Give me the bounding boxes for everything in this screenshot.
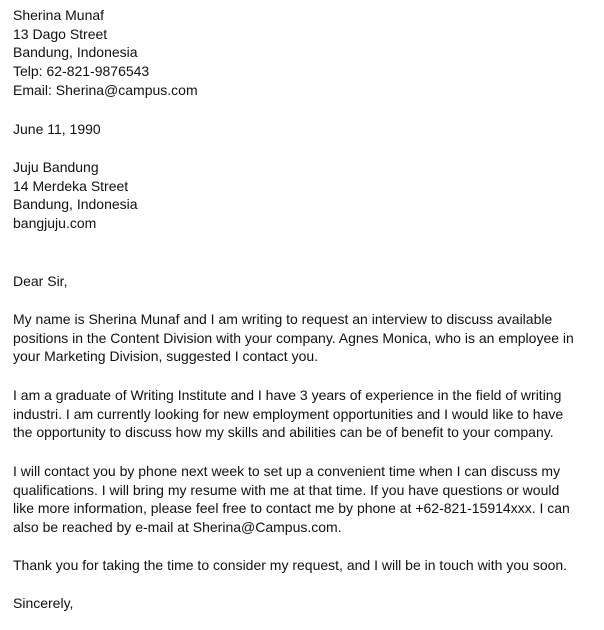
body-paragraph-1 <box>13 310 598 366</box>
letter-date-block <box>13 120 598 139</box>
paragraph-line: Thank you for taking the time to consider my request, and I will be in touch with you soon. <box>13 557 568 573</box>
sender-email: Email: Sherina@campus.com <box>13 81 198 98</box>
letter-date: June 11, 1990 <box>13 121 101 137</box>
closing-block <box>13 594 598 613</box>
sender-city: Bandung, Indonesia <box>13 44 138 61</box>
closing: Sincerely, <box>13 595 74 611</box>
body-paragraph-3 <box>13 462 598 537</box>
sender-street: 13 Dago Street <box>13 25 108 42</box>
paragraph-line: qualifications. I will bring my resume with me at that time. If you have questions or would <box>13 481 560 498</box>
sender-name: Sherina Munaf <box>13 7 105 23</box>
recipient-street: 14 Merdeka Street <box>13 177 129 194</box>
sender-phone: Telp: 62-821-9876543 <box>13 63 150 80</box>
salutation: Dear Sir, <box>13 273 68 289</box>
paragraph-line: your Marketing Division, suggested I contact you. <box>13 348 319 365</box>
salutation-block <box>13 272 598 291</box>
sender-address-block <box>13 6 598 100</box>
paragraph-line: the opportunity to discuss how my skills and abilities can be of benefit to your company. <box>13 424 554 441</box>
paragraph-line: also be reached by e-mail at Sherina@Campus.com. <box>13 519 342 536</box>
body-paragraph-2 <box>13 386 598 442</box>
paragraph-line: positions in the Content Division with your company. Agnes Monica, who is an employee in <box>13 329 574 346</box>
recipient-name: Juju Bandung <box>13 159 99 175</box>
recipient-city: Bandung, Indonesia <box>13 196 138 213</box>
paragraph-line: I will contact you by phone next week to set up a convenient time when I can discuss my <box>13 463 561 479</box>
paragraph-line: My name is Sherina Munaf and I am writing to request an interview to discuss available <box>13 311 553 327</box>
paragraph-line: I am a graduate of Writing Institute and I have 3 years of experience in the field of writing <box>13 387 562 403</box>
recipient-address-block <box>13 158 598 233</box>
paragraph-line: like more information, please feel free to contact me by phone at +62-821-15914xxx. I can <box>13 500 570 517</box>
paragraph-line: industri. I am currently looking for new employment opportunities and I would like to have <box>13 405 564 422</box>
recipient-website: bangjuju.com <box>13 215 97 232</box>
body-paragraph-4 <box>13 556 598 575</box>
